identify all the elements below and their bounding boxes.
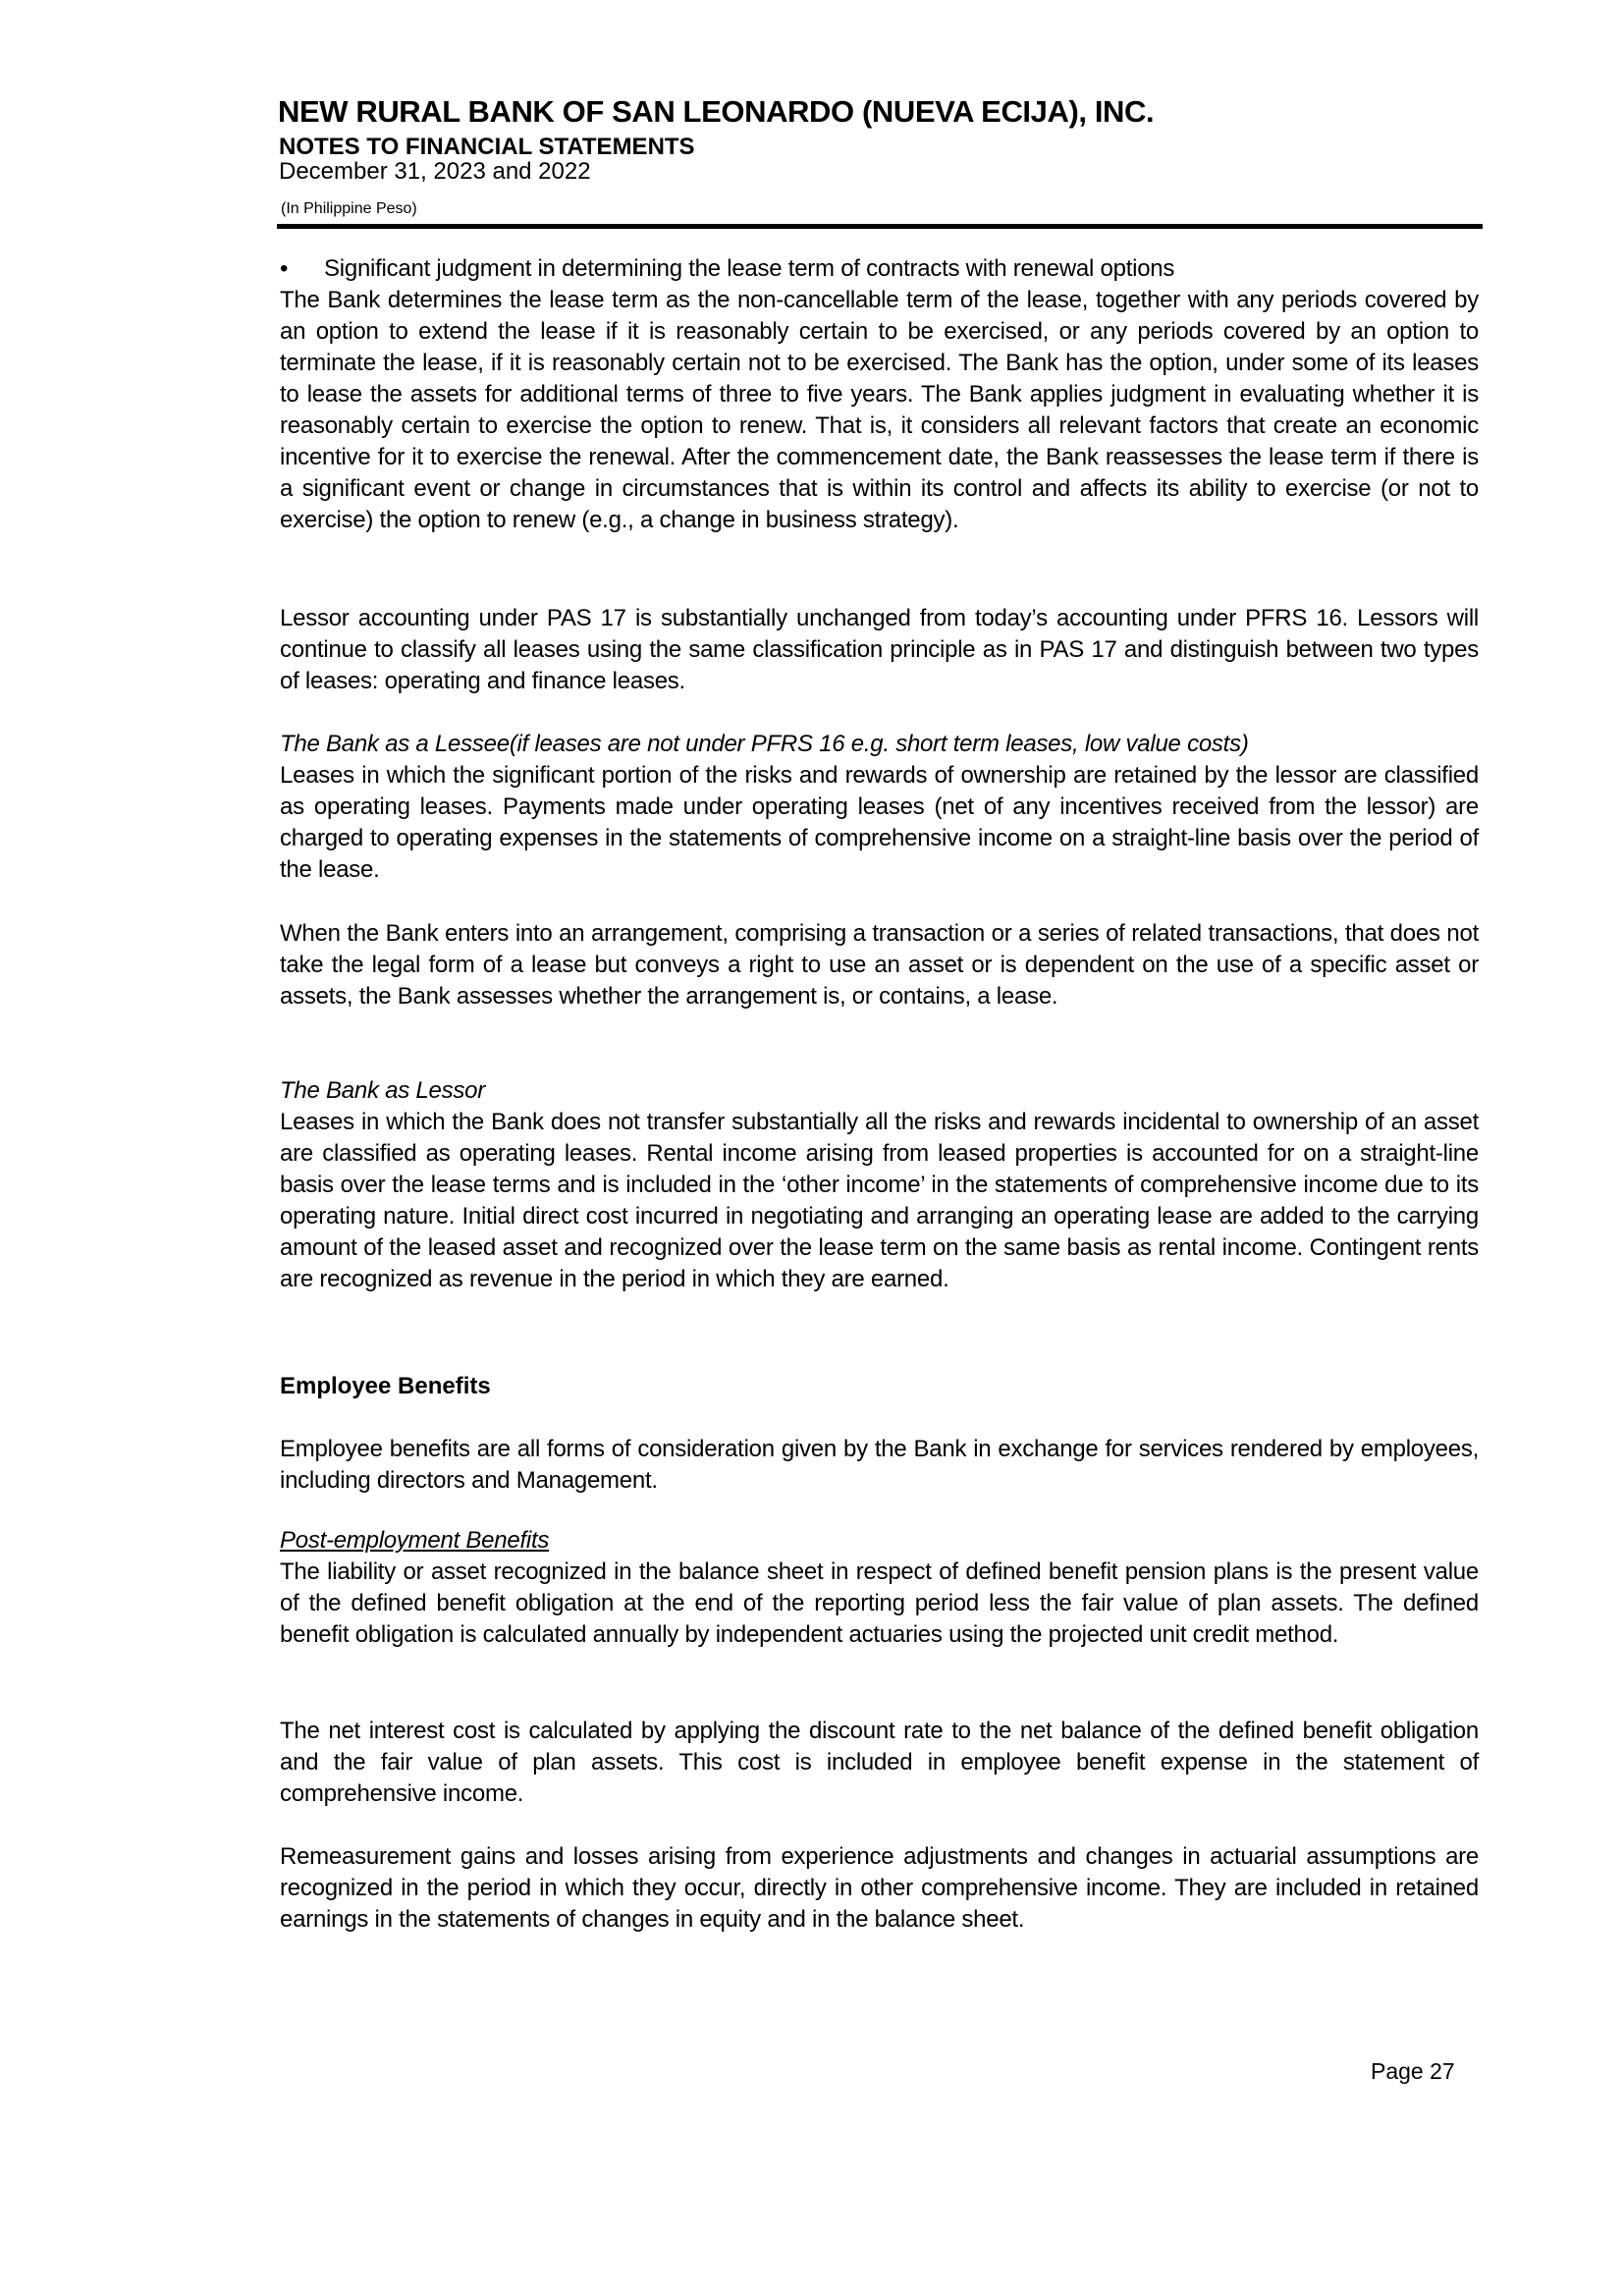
company-name: NEW RURAL BANK OF SAN LEONARDO (NUEVA ECIJA), INC. <box>278 94 1155 129</box>
net-interest-paragraph: The net interest cost is calculated by applying the discount rate to the net balance of the defined benefit obligation and the fair value of plan assets. This cost is included in employee benefit expense in the statement of comprehensive income. <box>280 1718 1479 1807</box>
lease-term-paragraph: The Bank determines the lease term as the non-cancellable term of the lease, together with any periods covered by an option to extend the lease if it is reasonably certain to be exercised, or any periods covered by an option to terminate the lease, if it is reasonably certain not to be exercised. The Bank has the option, under some of its leases to lease the assets for additional terms of three to five years. The Bank applies judgment in evaluating whether it is reasonably certain to exercise the option to renew. That is, it considers all relevant factors that create an economic incentive for it to exercise the renewal. After the commencement date, the Bank reassesses the lease term if there is a significant event or change in circumstances that is within its control and affects its ability to exercise (or not to exercise) the option to renew (e.g., a change in business strategy). <box>280 287 1479 533</box>
currency-note: (In Philippine Peso) <box>281 200 417 217</box>
lessor-accounting-paragraph: Lessor accounting under PAS 17 is substantially unchanged from today’s accounting under PFRS 16. Lessors will continue to classify all leases using the same classification principle as in PAS 17 and distinguish between two types of leases: operating and finance leases. <box>280 605 1479 694</box>
page-number: Page 27 <box>1371 2058 1455 2084</box>
arrangement-paragraph: When the Bank enters into an arrangement, comprising a transaction or a series of related transactions, that does not take the legal form of a lease but conveys a right to use an asset or is dependent on the use of a specific asset or assets, the Bank assesses whether the arrangement is, or contains, a lease. <box>280 920 1479 1010</box>
lessee-heading: The Bank as a Lessee(if leases are not under PFRS 16 e.g. short term leases, low value costs) <box>280 731 1249 757</box>
post-employment-paragraph: The liability or asset recognized in the balance sheet in respect of defined benefit pension plans is the present value of the defined benefit obligation at the end of the reporting period less the fair value of plan assets. The defined benefit obligation is calculated annually by independent actuaries using the projected unit credit method. <box>280 1558 1479 1648</box>
lessee-paragraph: Leases in which the significant portion of the risks and rewards of ownership are retained by the lessor are classified as operating leases. Payments made under operating leases (net of any incentives received from the lessor) are charged to operating expenses in the statements of comprehensive income on a straight-line basis over the period of the lease. <box>280 762 1479 883</box>
post-employment-heading: Post-employment Benefits <box>280 1527 550 1554</box>
employee-benefits-heading: Employee Benefits <box>280 1373 491 1399</box>
reporting-period: December 31, 2023 and 2022 <box>279 158 591 185</box>
employee-benefits-paragraph: Employee benefits are all forms of consideration given by the Bank in exchange for services rendered by employees, including directors and Management. <box>280 1436 1479 1494</box>
bullet-item <box>280 253 1174 285</box>
header-divider <box>277 224 1483 229</box>
bullet-icon: • <box>280 255 289 282</box>
remeasurement-paragraph: Remeasurement gains and losses arising from experience adjustments and changes in actuarial assumptions are recognized in the period in which they occur, directly in other comprehensive income. They are included in retained earnings in the statements of changes in equity and in the balance sheet. <box>280 1843 1479 1933</box>
lessor-heading: The Bank as Lessor <box>280 1077 485 1104</box>
lessor-paragraph: Leases in which the Bank does not transfer substantially all the risks and rewards incidental to ownership of an asset are classified as operating leases. Rental income arising from leased properties is accounted for on a straight-line basis over the lease terms and is included in the ‘other income’ in the statements of comprehensive income due to its operating nature. Initial direct cost incurred in negotiating and arranging an operating lease are added to the carrying amount of the leased asset and recognized over the lease term on the same basis as rental income. Contingent rents are recognized as revenue in the period in which they are earned. <box>280 1109 1479 1292</box>
bullet-text: Significant judgment in determining the lease term of contracts with renewal options <box>324 255 1175 282</box>
document-subtitle: NOTES TO FINANCIAL STATEMENTS <box>279 134 695 160</box>
